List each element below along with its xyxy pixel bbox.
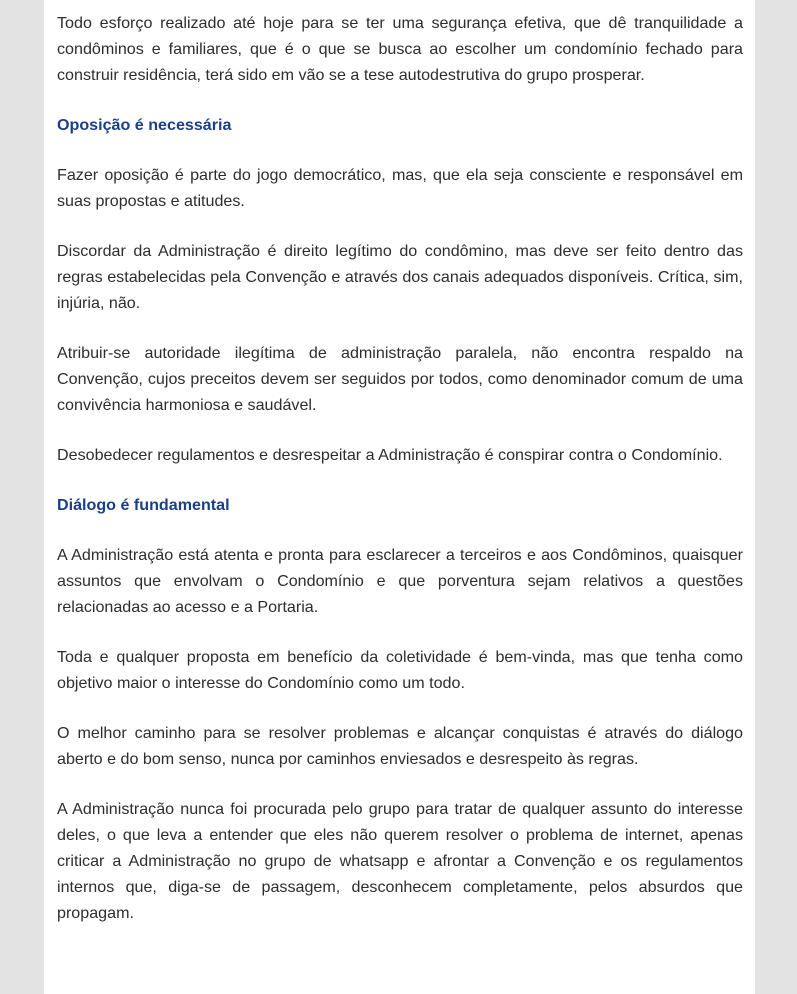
article-page (44, 0, 755, 994)
paragraph-nunca-procurada: A Administração nunca foi procurada pelo grupo para tratar de qualquer assunto do interesse deles, o que leva a entender que eles não querem resolver o problema de internet, apenas criticar a Administração no grupo de whatsapp e afrontar a Convenção e os regulamentos internos que, diga-se de passagem, desconhecem completamente, pelos absurdos que propagam. (57, 800, 743, 922)
paragraph-discordar: Discordar da Administração é direito legítimo do condômino, mas deve ser feito dentro das regras estabelecidas pela Convenção e através dos canais adequados disponíveis. Crítica, sim, injúria, não. (57, 242, 743, 312)
paragraph-administracao-atenta: A Administração está atenta e pronta para esclarecer a terceiros e aos Condôminos, quaisquer assuntos que envolvam o Condomínio e que porventura sejam relativos a questões relacionadas ao acesso e a Portaria. (57, 546, 743, 616)
paragraph-desobedecer: Desobedecer regulamentos e desrespeitar a Administração é conspirar contra o Condomínio. (57, 446, 723, 464)
paragraph-oposicao: Fazer oposição é parte do jogo democrático, mas, que ela seja consciente e responsável em suas propostas e atitudes. (57, 166, 743, 210)
article-body (57, 10, 743, 926)
paragraph-melhor-caminho: O melhor caminho para se resolver problemas e alcançar conquistas é através do diálogo aberto e do bom senso, nunca por caminhos enviesados e desrespeito às regras. (57, 724, 743, 768)
paragraph-seguranca: Todo esforço realizado até hoje para se ter uma segurança efetiva, que dê tranquilidade a condôminos e familiares, que é o que se busca ao escolher um condomínio fechado para construir residência, terá sido em vão se a tese autodestrutiva do grupo prosperar. (57, 14, 743, 84)
heading-dialogo: Diálogo é fundamental (57, 496, 230, 514)
paragraph-atribuir: Atribuir-se autoridade ilegítima de administração paralela, não encontra respaldo na Convenção, cujos preceitos devem ser seguidos por todos, como denominador comum de uma convivência harmoniosa e saudável. (57, 344, 743, 414)
heading-oposicao: Oposição é necessária (57, 116, 232, 134)
paragraph-proposta: Toda e qualquer proposta em benefício da coletividade é bem-vinda, mas que tenha como objetivo maior o interesse do Condomínio como um todo. (57, 648, 743, 692)
